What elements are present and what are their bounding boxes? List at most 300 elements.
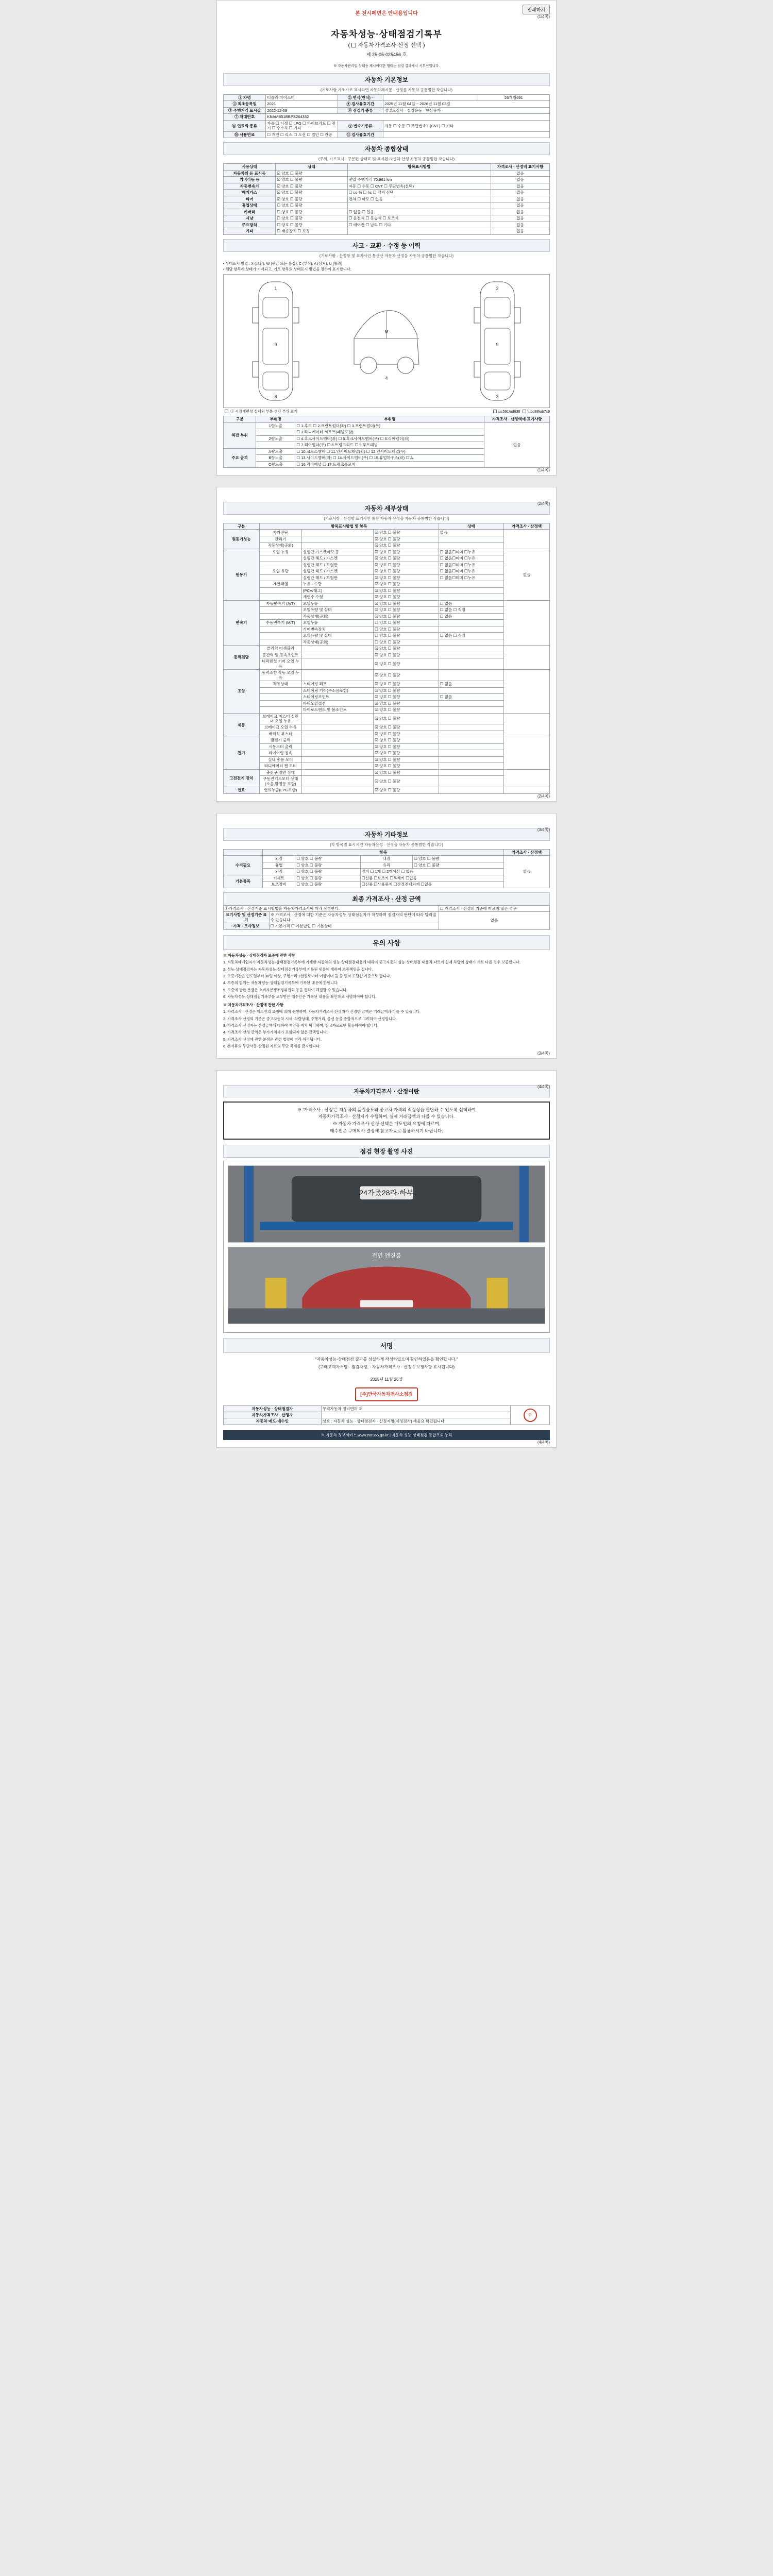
detail-cell[interactable] <box>439 731 504 737</box>
item-subname: 실링간 가스켓마모 등 <box>301 549 373 555</box>
state-cell[interactable]: ☑ 양호 ☐ 불량 <box>374 555 439 562</box>
detail-cell[interactable] <box>439 543 504 549</box>
detail-cell[interactable] <box>347 170 491 176</box>
detail-cell[interactable] <box>439 769 504 775</box>
table-row <box>224 95 550 101</box>
state-cell[interactable]: ☐ 양호 ☐ 불량 <box>374 639 439 645</box>
cell-label: ⑨ 변속기종류 <box>338 120 383 131</box>
detail-cell[interactable]: ☐ 없음☐미미 ☐누유 <box>439 562 504 568</box>
row-label: 키버리등 등 <box>224 177 276 183</box>
item-subname: 오일누유 <box>301 620 373 626</box>
detail-cell[interactable] <box>439 737 504 743</box>
state-cell[interactable]: ☑ 양호 ☐ 불량 <box>374 694 439 700</box>
item-subname <box>301 652 373 658</box>
cell-value[interactable]: ☐신품 ☐보조키 ☐복제키 ☐없음 <box>360 875 504 881</box>
cell-value[interactable]: ☐ 양호 ☐ 불량 <box>295 875 361 881</box>
parts-items[interactable]: ☐ 10.크로스멤버 ☐ 11.인사이드패널(좌) ☐ 12.인사이드패널(우) <box>295 448 484 454</box>
notice-title: 유의 사항 <box>223 935 550 950</box>
checkbox-icon[interactable] <box>523 410 526 413</box>
state-cell[interactable]: ☑ 양호 ☐ 불량 <box>374 536 439 542</box>
table-row <box>224 670 550 681</box>
notice-q1: 1. 가격조사 · 산정은 매도인의 요청에 의해 수행하며, 자동차가격조사·산정자가 산정한 금액은 거래금액과 다를 수 있습니다. <box>223 1009 421 1014</box>
signature-title: 서명 <box>223 1338 550 1353</box>
cell-value[interactable]: ☐ 양호 ☐ 불량 <box>295 856 361 862</box>
detail-cell[interactable] <box>439 670 504 681</box>
detail-cell[interactable] <box>347 202 491 209</box>
cell-value: ☐ 개인 ☐ 리스 ☐ 도선 ☐ 법인 ☐ 관공 <box>266 131 338 138</box>
col-head: 상태 <box>276 164 347 170</box>
car-top-view-left <box>247 277 304 405</box>
svg-text:9: 9 <box>496 342 499 348</box>
detail-cell[interactable] <box>439 750 504 756</box>
detail-cell[interactable] <box>439 763 504 769</box>
state-cell[interactable]: ☑ 양호 ☐ 불량 <box>374 724 439 731</box>
price-cell: 없음 <box>491 215 550 222</box>
state-cell[interactable]: ☑ 양호 ☐ 불량 <box>374 769 439 775</box>
row-label: 티어 <box>224 196 276 202</box>
table-header-row <box>224 164 550 170</box>
page-number-bottom: (1/4쪽) <box>537 467 550 472</box>
table-row <box>224 190 550 196</box>
detail-cell[interactable] <box>439 687 504 693</box>
state-cell[interactable]: ☑ 양호 ☐ 불량 <box>374 574 439 581</box>
detail-cell[interactable] <box>439 594 504 600</box>
item-subname: (PCV/태그) <box>301 587 373 594</box>
cell-label: ⑥ 점검기 종류 <box>338 107 383 113</box>
detail-cell[interactable]: ☐ 없음☐미미 ☐누유 <box>439 549 504 555</box>
cell-value: 26개월691 <box>478 95 549 101</box>
parts-items[interactable]: ☐ 1.후드 ☐ 2.프런트펌더(좌) ☐ 3.프런트펌더(우) <box>295 422 484 429</box>
state-cell[interactable]: ☐ 양호 ☐ 불량 <box>276 215 347 222</box>
item-name: 등간력 및 등속조인트 <box>259 652 301 658</box>
cell-label: 내장 <box>360 856 412 862</box>
car-side-view <box>348 277 425 405</box>
state-cell[interactable]: ☑ 양호 ☐ 불량 <box>374 587 439 594</box>
warn-line-3: ※ 자동차 가격조사·산정 선택은 매도인의 요청에 따르며, <box>332 1121 441 1126</box>
table-row <box>224 687 550 693</box>
cell-value: 2022-12-09 <box>266 107 338 113</box>
price-basis-options[interactable]: ☐ 가격조사 · 산정의 기준에 따르지 않은 경우 <box>439 905 549 911</box>
table-row <box>224 787 550 793</box>
detail-cell[interactable] <box>439 658 504 670</box>
group-label: 원동기성능 <box>224 530 260 549</box>
document-subtitle-label: 자동차가격조사·산정 선택 <box>358 42 422 48</box>
section-overall-title: 자동차 종합상태 <box>223 142 550 155</box>
state-cell[interactable]: ☑ 양호 ☐ 불량 <box>374 594 439 600</box>
item-subname <box>301 750 373 756</box>
table-row <box>224 228 550 234</box>
table-row <box>224 776 550 787</box>
item-name: 작동상태 <box>259 681 301 687</box>
section-basic-info-note: (기로사항 가조가조 표시라면 자동차제시문 · 산정를 자동차 공통범한 작습니다) <box>320 88 452 92</box>
table-row <box>224 1412 550 1418</box>
item-name: 배력식 부스터 <box>259 731 301 737</box>
item-name <box>259 700 301 706</box>
cell-value[interactable]: ☐ 양호 ☐ 불량 <box>413 862 504 868</box>
page-number-bottom: (3/4쪽) <box>537 1050 550 1056</box>
cell-value: 티슬러 마이스터 <box>266 95 338 101</box>
detail-cell[interactable] <box>439 536 504 542</box>
table-row <box>224 620 550 626</box>
item-subname: 스티어링 퍼프 <box>301 681 373 687</box>
table-row <box>224 114 550 120</box>
state-cell[interactable]: ☑ 양호 ☐ 불량 <box>374 600 439 606</box>
page-number-bottom: (4/4쪽) <box>537 1439 550 1445</box>
state-cell[interactable]: ☑ 양호 ☐ 불량 <box>374 681 439 687</box>
detail-cell[interactable] <box>439 581 504 587</box>
state-cell[interactable]: ☐ 배송장치 ☐ 보정 <box>276 228 347 234</box>
table-row <box>224 607 550 613</box>
price-cell <box>504 787 550 793</box>
item-name <box>259 639 301 645</box>
state-cell[interactable]: ☑ 양호 ☐ 불량 <box>374 756 439 762</box>
table-header-row <box>224 416 550 422</box>
section-accident-title: 사고 · 교환 · 수정 등 이력 <box>223 239 550 252</box>
state-cell[interactable]: ☐ 양호 ☐ 불량 <box>276 222 347 228</box>
plate-text: 24가좄28라·하부 <box>359 1189 414 1197</box>
detail-cell[interactable]: 전차 ☐ 마모 ☐ 없음 <box>347 196 491 202</box>
notice-p4: 4. 보증의 범위는 자동차성능·상태점검기록부에 기록된 내용에 한합니다. <box>223 980 339 986</box>
state-cell[interactable]: ☑ 양호 ☐ 불량 <box>374 549 439 555</box>
state-cell[interactable]: ☑ 양호 ☐ 불량 <box>374 787 439 793</box>
section-basic-info-title: 자동차 기본정보 <box>223 73 550 86</box>
table-row <box>224 1418 550 1425</box>
table-row <box>224 196 550 202</box>
row-label: 자동차 매도·매수인 <box>224 1418 322 1425</box>
section-accident-note: (기로사항 · 산정항 및 표자사인 통산산 자동차 산정을 자동차 공통범한 작습니다) <box>319 253 454 258</box>
table-row <box>224 882 550 888</box>
row-label: 키버리 <box>224 209 276 215</box>
row-label: 기본품목 <box>224 875 263 888</box>
checkbox-icon[interactable] <box>225 410 228 413</box>
state-cell[interactable]: ☑ 양호 ☐ 불량 <box>374 731 439 737</box>
price-cell: 없음 <box>491 190 550 196</box>
state-cell[interactable]: ☑ 양호 ☐ 불량 <box>374 670 439 681</box>
footer-bar: ※ 자동차 정보서비스 www.car365.go.kr | 자동차 성능·상태점검 통합조회 누리 <box>223 1430 550 1440</box>
top-notice-text: 본 전시페면은 안내용입니다 <box>355 11 418 16</box>
detail-cell[interactable]: ☐ 없음 ☐ 적정 <box>439 633 504 639</box>
state-cell[interactable]: ☑ 양호 ☐ 불량 <box>374 581 439 587</box>
detail-cell[interactable]: ☐ 운전석 ☐ 동승석 ☐ 보조석 <box>347 215 491 222</box>
parts-table <box>223 416 550 468</box>
item-subname: 타이로드엔드 및 볼조인트 <box>301 707 373 713</box>
state-cell[interactable]: ☑ 양호 ☐ 불량 <box>374 750 439 756</box>
table-row <box>224 763 550 769</box>
cell-value[interactable]: ☐ 양호 ☐ 불량 <box>295 869 361 875</box>
detail-cell[interactable]: ☐ 없음 <box>439 613 504 619</box>
state-cell[interactable]: ☑ 양호 ☐ 불량 <box>276 170 347 176</box>
state-cell[interactable]: ☑ 양호 ☐ 불량 <box>276 183 347 189</box>
item-subname: 오일유량 및 상태 <box>301 633 373 639</box>
table-row <box>224 574 550 581</box>
state-cell[interactable]: ☑ 양호 ☐ 불량 <box>374 607 439 613</box>
table-row <box>224 555 550 562</box>
detail-cell[interactable]: ☐ 없음☐미미 ☐누유 <box>439 574 504 581</box>
top-notice-bar <box>223 6 550 19</box>
section-other-note: (각 항목별 표시시인 자동차산정 · 산정을 자동차 공통범한 작습니다) <box>330 842 443 847</box>
cell-value <box>383 95 478 101</box>
price-cell: 없음 <box>491 202 550 209</box>
item-subname <box>301 530 373 536</box>
item-name: 오일 누유 <box>259 549 301 555</box>
item-name: 충전구 절연 상태 <box>259 769 301 775</box>
item-name: 라디에이터 팬 모터 <box>259 763 301 769</box>
detail-cell[interactable] <box>439 756 504 762</box>
detail-cell[interactable]: 전압 주행거리 70,961 km <box>347 177 491 183</box>
detail-cell[interactable]: 없음 <box>439 530 504 536</box>
cell-label: ① 차명 <box>224 95 266 101</box>
level-label: 2량노출 <box>256 435 295 442</box>
basic-info-table <box>223 94 550 138</box>
state-cell[interactable]: ☑ 양호 ☐ 불량 <box>374 530 439 536</box>
item-name <box>259 707 301 713</box>
level-label: B량노출 <box>256 455 295 461</box>
document-note: ※ 자동차관리법·상태등 제시에대한 행태는 점검 결과게시 서부신입니다. <box>333 64 440 68</box>
level-label <box>256 429 295 435</box>
state-cell[interactable]: ☑ 양호 ☐ 불량 <box>374 658 439 670</box>
state-cell[interactable]: ☐ 양호 ☐ 불량 <box>374 633 439 639</box>
cell-label: ⑦ 차대번호 <box>224 114 266 120</box>
final-amount: 없음 <box>439 912 549 929</box>
cell-label: 휴업 <box>262 862 295 868</box>
page-4 <box>216 1070 557 1448</box>
detail-cell[interactable] <box>439 620 504 626</box>
cell-label: 외장 <box>262 869 295 875</box>
table-row <box>224 626 550 632</box>
cell-value[interactable]: ☐ 양호 ☐ 불량 <box>295 882 361 888</box>
cell-value: 2021 <box>266 101 338 107</box>
table-row <box>224 120 550 131</box>
item-name <box>259 633 301 639</box>
detail-cell[interactable] <box>439 639 504 645</box>
state-cell[interactable]: ☑ 양호 ☐ 불량 <box>374 763 439 769</box>
state-cell[interactable]: ☐ 양호 ☐ 불량 <box>276 209 347 215</box>
cell-value[interactable]: ☐ 양호 ☐ 불량 <box>413 856 504 862</box>
state-cell[interactable]: ☑ 양호 ☐ 불량 <box>276 177 347 183</box>
state-cell[interactable]: ☐ 양호 ☐ 불량 <box>276 202 347 209</box>
detail-cell[interactable] <box>439 743 504 750</box>
state-cell[interactable]: ☑ 양호 ☐ 불량 <box>276 190 347 196</box>
item-subname <box>301 769 373 775</box>
section-detail-title: 자동차 세부상태 <box>223 502 550 515</box>
parts-items[interactable]: ☐ 3.라디에이터 서포트(패널포함) <box>295 429 484 435</box>
company-stamp: [주]만국자동차전사소점검 <box>355 1387 418 1401</box>
other-info-table <box>223 849 550 888</box>
price-note: ※ 가격조사 · 산정에 대한 기준은 자동차성능·상태점검자가 작성하며 점검자의 판단에 따라 달라질 수 있습니다. <box>269 912 439 923</box>
price-cell <box>504 769 550 787</box>
table-row <box>224 713 550 724</box>
detail-cell[interactable]: 자동 ☐ 수동 ☐ CVT ☐ 무단변속(선택) <box>347 183 491 189</box>
group-label: 원동기 <box>224 549 260 600</box>
table-row <box>224 652 550 658</box>
detail-cell[interactable] <box>439 707 504 713</box>
notice-heading-2: ※ 자동차가격조사 · 산정에 관한 사항 <box>223 1002 283 1007</box>
photo-underbody <box>228 1166 545 1242</box>
notice-p3: 3. 보증기간은 인도일부터 30일 이상, 주행거리 2천킬로미터 이상이며 둘 중 먼저 도달한 기준으로 합니다. <box>223 973 391 978</box>
item-name: 오일 유량 <box>259 568 301 574</box>
signature-statement-2: (구매고객자서명 · 점검자정, · 자동차가격조사 · 산정 1 보정사항 표시됩니다) <box>318 1364 455 1369</box>
photos-container <box>223 1161 550 1333</box>
state-cell[interactable]: ☑ 양호 ☐ 불량 <box>374 687 439 693</box>
detail-cell[interactable] <box>439 587 504 594</box>
state-cell[interactable]: ☑ 양호 ☐ 불량 <box>276 196 347 202</box>
parts-items[interactable]: ☐ 16.리어패널 ☐ 17.트렁크플로어 <box>295 461 484 467</box>
group-label: 외판 부위 <box>224 422 256 448</box>
item-subname: 실링간 헤드 / 보험판 <box>301 574 373 581</box>
section-final-price-title: 최종 가격조사 · 산정 금액 <box>223 892 550 905</box>
table-header-row <box>224 849 550 855</box>
item-subname <box>301 776 373 787</box>
item-subname: 개연수 수형 <box>301 594 373 600</box>
state-cell[interactable]: ☑ 양호 ☐ 불량 <box>374 543 439 549</box>
state-cell[interactable]: ☑ 양호 ☐ 불량 <box>374 652 439 658</box>
item-name: 작동상태(공회) <box>259 543 301 549</box>
item-name <box>259 626 301 632</box>
table-row <box>224 724 550 731</box>
notice-p2: 2. 성능·상태점검자는 자동차성능·상태점검기록부에 기록된 내용에 대하여 보증책임을 집니다. <box>223 967 373 972</box>
state-cell[interactable]: ☐ 양호 ☐ 불량 <box>374 626 439 632</box>
cell-value[interactable]: 무직자동차 정비면허 제 <box>321 1405 510 1412</box>
row-label: 가격 · 조사정보 <box>224 923 270 929</box>
detail-cell[interactable]: ☐ 없음 <box>439 681 504 687</box>
table-row <box>224 177 550 183</box>
table-header-row <box>224 523 550 529</box>
item-name: 클러치 어셈블리 <box>259 646 301 652</box>
detail-cell[interactable] <box>439 713 504 724</box>
state-cell[interactable]: ☐ 양호 ☐ 불량 <box>374 620 439 626</box>
parts-status: 없음 <box>484 422 550 467</box>
col-head: 가격조사 · 산정액 <box>504 523 550 529</box>
cell-value[interactable]: ☐신품 ☐사용품지 ☐산정전제기재 ☐없음 <box>360 882 504 888</box>
table-row <box>224 737 550 743</box>
diagram-footer-label: ① 시장개편성 실내외 부분 생긴 부위 표기 <box>230 409 298 414</box>
row-label: 수리필요 <box>224 856 263 875</box>
cell-value: 자동 ☐ 수동 ☐ 무단변속기(CVT) ☐ 기타 <box>383 120 550 131</box>
parts-items[interactable]: ☐ 13.사이드멤버(좌) ☐ 14.사이드멤버(우) ☐ 15.휴얼하우스(좌) ☐ A. <box>295 455 484 461</box>
notice-q6: 6. 본서류의 무단사용·산정된 자료의 무단 복제를 금지합니다. <box>223 1044 321 1049</box>
detail-cell[interactable] <box>439 700 504 706</box>
item-name: 자동변속기 (A/T) <box>259 600 301 606</box>
cell-label: ⑧ 연료의 종류 <box>224 120 266 131</box>
legend-line-2: • 해당 항목에 상태가 기재되고, 기로 항목의 상태표시 방법을 정하여 표시합니다. <box>223 266 351 272</box>
item-subname: 실링간 해드 / 가스켓 <box>301 555 373 562</box>
cell-value[interactable]: 상호 : 자동차 성능 · 상태점검자 · 산정자명(제정검사) 세울요 확인됩니다. <box>321 1418 510 1425</box>
detail-cell[interactable]: ☐ 없음☐미미 ☐누유 <box>439 568 504 574</box>
col-head: 구분 <box>224 416 256 422</box>
detail-cell[interactable]: ☐ 없음 <box>439 600 504 606</box>
cell-label: ⑤ 주행거리 표시값 <box>224 107 266 113</box>
checkbox-icon[interactable] <box>351 43 356 47</box>
warn-line-4: 매수인은 구매의사 결정에 참고자료로 활용하시기 바랍니다. <box>330 1128 443 1133</box>
detail-cell[interactable] <box>439 776 504 787</box>
notice-p6: 6. 자동차성능·상태점검기록부를 교부받은 매수인은 기록된 내용을 확인하고 서명하여야 합니다. <box>223 994 377 999</box>
cell-value: 2025년 11월 04일 ~ 2026년 11월 03일 <box>383 101 550 107</box>
detail-cell[interactable] <box>439 646 504 652</box>
state-cell[interactable]: ☑ 양호 ☐ 불량 <box>374 613 439 619</box>
state-cell[interactable]: ☑ 양호 ☐ 불량 <box>374 707 439 713</box>
item-subname <box>301 731 373 737</box>
table-row <box>224 743 550 750</box>
price-cell: 없음 <box>491 228 550 234</box>
print-button[interactable]: 인쇄하기 <box>523 5 550 14</box>
cell-value[interactable]: ☐ 양호 ☐ 불량 <box>295 862 361 868</box>
cell-label: ⑪ 검사유효기간 <box>338 131 383 138</box>
photo-caption: 전면 엔진룸 <box>372 1253 401 1259</box>
col-head: 사용상태 <box>224 164 276 170</box>
table-row <box>224 202 550 209</box>
signature-statement-1: "자동차성능·상태점검 결과를 성실하게 작성하였으며 확인하였음을 확인합니다." <box>315 1357 458 1362</box>
cell-label: ② 연식(연식) · <box>338 95 383 101</box>
table-row <box>224 562 550 568</box>
price-cell <box>504 737 550 769</box>
checkbox-icon[interactable] <box>493 410 497 413</box>
row-label: 휴업상태 <box>224 202 276 209</box>
col-head: 항목표시방법 및 항목 <box>259 523 439 529</box>
detail-cell[interactable] <box>439 626 504 632</box>
item-name: 발전기 출력 <box>259 737 301 743</box>
detail-cell[interactable]: ☐ 없음 ☐ 적정 <box>439 607 504 613</box>
state-cell[interactable]: ☑ 양호 ☐ 불량 <box>374 713 439 724</box>
detail-cell[interactable]: ☐ 없음 ☐ 있음 <box>347 209 491 215</box>
parts-items[interactable]: ☐ 4.혹크사이드멤버(좌) ☐ 5.혹크사이드멤버(우) ☐ 6.리어펌더(좌) <box>295 435 484 442</box>
price-options[interactable]: ☐ 기본가격 ☐ 기본납입 ☐ 기본상태 <box>269 923 439 929</box>
item-name: 시동모터 출력 <box>259 743 301 750</box>
appraisal-definition-box <box>223 1101 550 1140</box>
col-head: 부위명 <box>295 416 484 422</box>
state-cell[interactable]: ☑ 양호 ☐ 불량 <box>374 743 439 750</box>
row-label: 자동차의 등 표시등 <box>224 170 276 176</box>
detail-cell[interactable]: ☐ 에어컨 ☐ 납리 ☐ 기타 <box>347 222 491 228</box>
table-row <box>224 183 550 189</box>
group-label: 동력전달 <box>224 646 260 670</box>
signature-body <box>223 1356 550 1425</box>
state-cell[interactable]: ☑ 양호 ☐ 불량 <box>374 737 439 743</box>
table-row <box>224 613 550 619</box>
table-row <box>224 107 550 113</box>
price-cell <box>504 600 550 645</box>
state-cell[interactable]: ☑ 양호 ☐ 불량 <box>374 776 439 787</box>
state-cell[interactable]: ☑ 양호 ☐ 불량 <box>374 568 439 574</box>
cell-value: KNAMB51BBPS264332 <box>266 114 550 120</box>
cell-value[interactable]: 장비 ☐ 1개 ☐ 2개이상 ☐ 없음 <box>360 869 504 875</box>
cell-label: ④ 검사유효기간 <box>338 101 383 107</box>
notice-body <box>223 953 550 1049</box>
group-label: 주요 골격 <box>224 448 256 467</box>
parts-items[interactable]: ☐ 7.리어펌더(우) ☐ 8.트렁크리드 ☐ 9.루프패널 <box>295 442 484 448</box>
table-row <box>224 101 550 107</box>
state-cell[interactable]: ☑ 양호 ☐ 불량 <box>374 562 439 568</box>
detail-cell[interactable]: ☐ 없음☐미미 ☐누유 <box>439 555 504 562</box>
notice-p1: 1. 자동차매매업자가 자동차성능·상태점검기록부에 기재한 자동차의 성능·상태점검내용에 대하여 중고자동차 성능·상태점검 내용과 다르게 실제 차량의 상태가 서로 다를 경우 보증합니다. <box>223 960 520 965</box>
detail-cell[interactable] <box>439 787 504 793</box>
cell-label: ⑩ 사용연료 <box>224 131 266 138</box>
detail-cell[interactable] <box>439 652 504 658</box>
detail-cell[interactable]: ☐ co % ☐ hc ☐ 검지 선택 <box>347 190 491 196</box>
item-subname: 파워오일섭션 <box>301 700 373 706</box>
table-row <box>224 530 550 536</box>
appraisal-definition-title: 자동차가격조사 · 산정이란 <box>223 1085 550 1097</box>
detail-cell[interactable] <box>439 724 504 731</box>
state-cell[interactable]: ☑ 양호 ☐ 불량 <box>374 646 439 652</box>
section-other-title: 자동차 기타정보 <box>223 828 550 841</box>
detail-cell[interactable]: ☐ 없음 <box>439 694 504 700</box>
row-label: 시냥 <box>224 215 276 222</box>
cell-value[interactable] <box>321 1412 510 1418</box>
item-name <box>259 574 301 581</box>
state-cell[interactable]: ☑ 양호 ☐ 불량 <box>374 700 439 706</box>
table-row <box>224 912 550 923</box>
detail-cell[interactable] <box>347 228 491 234</box>
